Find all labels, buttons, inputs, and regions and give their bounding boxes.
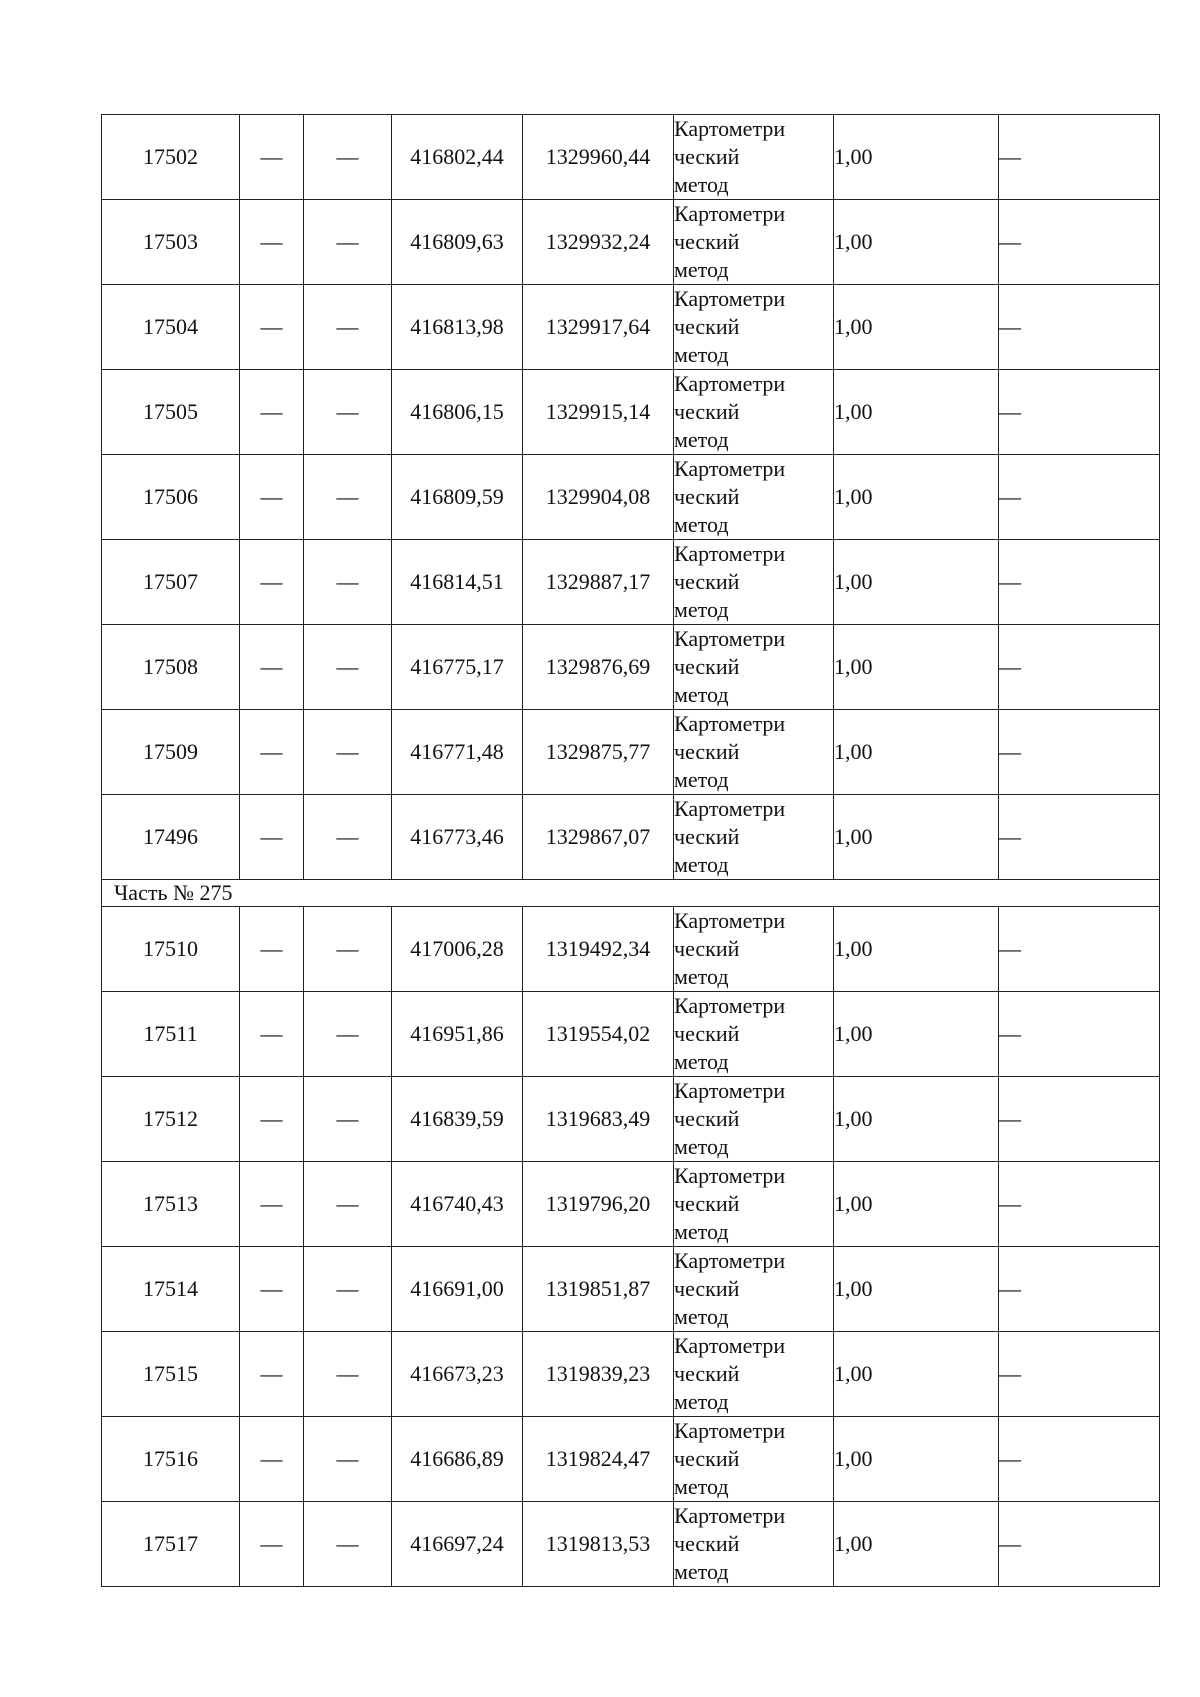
x-coordinate-cell: 416809,59 xyxy=(392,455,523,540)
dash-cell: — xyxy=(304,1502,392,1587)
y-coordinate-cell: 1319851,87 xyxy=(523,1247,674,1332)
table-row xyxy=(102,115,1160,200)
y-coordinate-cell: 1319824,47 xyxy=(523,1417,674,1502)
description-cell: — xyxy=(999,1332,1160,1417)
accuracy-cell: 1,00 xyxy=(834,795,999,880)
x-coordinate-cell: 417006,28 xyxy=(392,907,523,992)
dash-cell: — xyxy=(240,200,304,285)
x-coordinate-cell: 416839,59 xyxy=(392,1077,523,1162)
method-cell: Картометри ческий метод xyxy=(674,1417,834,1502)
description-cell: — xyxy=(999,1247,1160,1332)
point-number-cell: 17511 xyxy=(102,992,240,1077)
method-cell: Картометри ческий метод xyxy=(674,1502,834,1587)
dash-cell: — xyxy=(240,1502,304,1587)
method-cell: Картометри ческий метод xyxy=(674,710,834,795)
table-row xyxy=(102,285,1160,370)
accuracy-cell: 1,00 xyxy=(834,1162,999,1247)
x-coordinate-cell: 416773,46 xyxy=(392,795,523,880)
y-coordinate-cell: 1329867,07 xyxy=(523,795,674,880)
x-coordinate-cell: 416813,98 xyxy=(392,285,523,370)
dash-cell: — xyxy=(240,1247,304,1332)
dash-cell: — xyxy=(304,1332,392,1417)
accuracy-cell: 1,00 xyxy=(834,370,999,455)
description-cell: — xyxy=(999,992,1160,1077)
point-number-cell: 17513 xyxy=(102,1162,240,1247)
description-cell: — xyxy=(999,455,1160,540)
method-cell: Картометри ческий метод xyxy=(674,795,834,880)
dash-cell: — xyxy=(304,285,392,370)
description-cell: — xyxy=(999,370,1160,455)
dash-cell: — xyxy=(240,1417,304,1502)
description-cell: — xyxy=(999,625,1160,710)
dash-cell: — xyxy=(240,992,304,1077)
table-row xyxy=(102,1247,1160,1332)
dash-cell: — xyxy=(240,285,304,370)
x-coordinate-cell: 416691,00 xyxy=(392,1247,523,1332)
description-cell: — xyxy=(999,1162,1160,1247)
description-cell: — xyxy=(999,710,1160,795)
accuracy-cell: 1,00 xyxy=(834,992,999,1077)
dash-cell: — xyxy=(240,115,304,200)
y-coordinate-cell: 1319683,49 xyxy=(523,1077,674,1162)
x-coordinate-cell: 416809,63 xyxy=(392,200,523,285)
coordinates-table xyxy=(101,114,1160,1587)
dash-cell: — xyxy=(240,625,304,710)
dash-cell: — xyxy=(304,1247,392,1332)
x-coordinate-cell: 416775,17 xyxy=(392,625,523,710)
accuracy-cell: 1,00 xyxy=(834,1332,999,1417)
dash-cell: — xyxy=(240,370,304,455)
table-row xyxy=(102,455,1160,540)
x-coordinate-cell: 416802,44 xyxy=(392,115,523,200)
table-body xyxy=(102,115,1160,1587)
x-coordinate-cell: 416814,51 xyxy=(392,540,523,625)
accuracy-cell: 1,00 xyxy=(834,1417,999,1502)
point-number-cell: 17512 xyxy=(102,1077,240,1162)
x-coordinate-cell: 416806,15 xyxy=(392,370,523,455)
y-coordinate-cell: 1329875,77 xyxy=(523,710,674,795)
description-cell: — xyxy=(999,1077,1160,1162)
dash-cell: — xyxy=(240,710,304,795)
table-row xyxy=(102,992,1160,1077)
method-cell: Картометри ческий метод xyxy=(674,1332,834,1417)
dash-cell: — xyxy=(304,115,392,200)
description-cell: — xyxy=(999,1502,1160,1587)
accuracy-cell: 1,00 xyxy=(834,1077,999,1162)
description-cell: — xyxy=(999,285,1160,370)
dash-cell: — xyxy=(240,455,304,540)
point-number-cell: 17503 xyxy=(102,200,240,285)
method-cell: Картометри ческий метод xyxy=(674,1162,834,1247)
method-cell: Картометри ческий метод xyxy=(674,540,834,625)
method-cell: Картометри ческий метод xyxy=(674,370,834,455)
accuracy-cell: 1,00 xyxy=(834,540,999,625)
method-cell: Картометри ческий метод xyxy=(674,1247,834,1332)
table-row xyxy=(102,1077,1160,1162)
point-number-cell: 17506 xyxy=(102,455,240,540)
description-cell: — xyxy=(999,200,1160,285)
method-cell: Картометри ческий метод xyxy=(674,285,834,370)
point-number-cell: 17507 xyxy=(102,540,240,625)
point-number-cell: 17505 xyxy=(102,370,240,455)
y-coordinate-cell: 1329904,08 xyxy=(523,455,674,540)
accuracy-cell: 1,00 xyxy=(834,200,999,285)
y-coordinate-cell: 1329932,24 xyxy=(523,200,674,285)
point-number-cell: 17502 xyxy=(102,115,240,200)
point-number-cell: 17496 xyxy=(102,795,240,880)
y-coordinate-cell: 1329887,17 xyxy=(523,540,674,625)
description-cell: — xyxy=(999,540,1160,625)
table-row xyxy=(102,540,1160,625)
accuracy-cell: 1,00 xyxy=(834,907,999,992)
y-coordinate-cell: 1319839,23 xyxy=(523,1332,674,1417)
table-row xyxy=(102,1332,1160,1417)
description-cell: — xyxy=(999,1417,1160,1502)
dash-cell: — xyxy=(240,907,304,992)
dash-cell: — xyxy=(304,370,392,455)
part-heading-row xyxy=(102,880,1160,907)
dash-cell: — xyxy=(304,710,392,795)
dash-cell: — xyxy=(304,907,392,992)
description-cell: — xyxy=(999,115,1160,200)
method-cell: Картометри ческий метод xyxy=(674,115,834,200)
table-row xyxy=(102,1162,1160,1247)
method-cell: Картометри ческий метод xyxy=(674,625,834,710)
method-cell: Картометри ческий метод xyxy=(674,907,834,992)
dash-cell: — xyxy=(240,540,304,625)
dash-cell: — xyxy=(304,1077,392,1162)
x-coordinate-cell: 416673,23 xyxy=(392,1332,523,1417)
accuracy-cell: 1,00 xyxy=(834,115,999,200)
method-cell: Картометри ческий метод xyxy=(674,992,834,1077)
accuracy-cell: 1,00 xyxy=(834,455,999,540)
table-row xyxy=(102,370,1160,455)
x-coordinate-cell: 416771,48 xyxy=(392,710,523,795)
accuracy-cell: 1,00 xyxy=(834,285,999,370)
y-coordinate-cell: 1319813,53 xyxy=(523,1502,674,1587)
dash-cell: — xyxy=(304,795,392,880)
method-cell: Картометри ческий метод xyxy=(674,200,834,285)
x-coordinate-cell: 416686,89 xyxy=(392,1417,523,1502)
description-cell: — xyxy=(999,907,1160,992)
table-row xyxy=(102,907,1160,992)
y-coordinate-cell: 1329960,44 xyxy=(523,115,674,200)
accuracy-cell: 1,00 xyxy=(834,710,999,795)
accuracy-cell: 1,00 xyxy=(834,1502,999,1587)
point-number-cell: 17514 xyxy=(102,1247,240,1332)
dash-cell: — xyxy=(304,455,392,540)
y-coordinate-cell: 1329915,14 xyxy=(523,370,674,455)
part-label: Часть № 275 xyxy=(102,880,1160,907)
table-row xyxy=(102,1417,1160,1502)
method-cell: Картометри ческий метод xyxy=(674,1077,834,1162)
method-cell: Картометри ческий метод xyxy=(674,455,834,540)
point-number-cell: 17516 xyxy=(102,1417,240,1502)
point-number-cell: 17510 xyxy=(102,907,240,992)
x-coordinate-cell: 416740,43 xyxy=(392,1162,523,1247)
y-coordinate-cell: 1319554,02 xyxy=(523,992,674,1077)
dash-cell: — xyxy=(304,992,392,1077)
dash-cell: — xyxy=(240,1332,304,1417)
y-coordinate-cell: 1329876,69 xyxy=(523,625,674,710)
point-number-cell: 17504 xyxy=(102,285,240,370)
table-row xyxy=(102,710,1160,795)
dash-cell: — xyxy=(240,795,304,880)
accuracy-cell: 1,00 xyxy=(834,1247,999,1332)
dash-cell: — xyxy=(304,540,392,625)
dash-cell: — xyxy=(304,1162,392,1247)
x-coordinate-cell: 416951,86 xyxy=(392,992,523,1077)
accuracy-cell: 1,00 xyxy=(834,625,999,710)
table-row xyxy=(102,200,1160,285)
dash-cell: — xyxy=(304,625,392,710)
table-row xyxy=(102,795,1160,880)
y-coordinate-cell: 1329917,64 xyxy=(523,285,674,370)
table-row xyxy=(102,1502,1160,1587)
point-number-cell: 17517 xyxy=(102,1502,240,1587)
x-coordinate-cell: 416697,24 xyxy=(392,1502,523,1587)
table-row xyxy=(102,625,1160,710)
point-number-cell: 17508 xyxy=(102,625,240,710)
dash-cell: — xyxy=(240,1162,304,1247)
point-number-cell: 17515 xyxy=(102,1332,240,1417)
dash-cell: — xyxy=(304,1417,392,1502)
point-number-cell: 17509 xyxy=(102,710,240,795)
description-cell: — xyxy=(999,795,1160,880)
y-coordinate-cell: 1319796,20 xyxy=(523,1162,674,1247)
dash-cell: — xyxy=(240,1077,304,1162)
dash-cell: — xyxy=(304,200,392,285)
y-coordinate-cell: 1319492,34 xyxy=(523,907,674,992)
